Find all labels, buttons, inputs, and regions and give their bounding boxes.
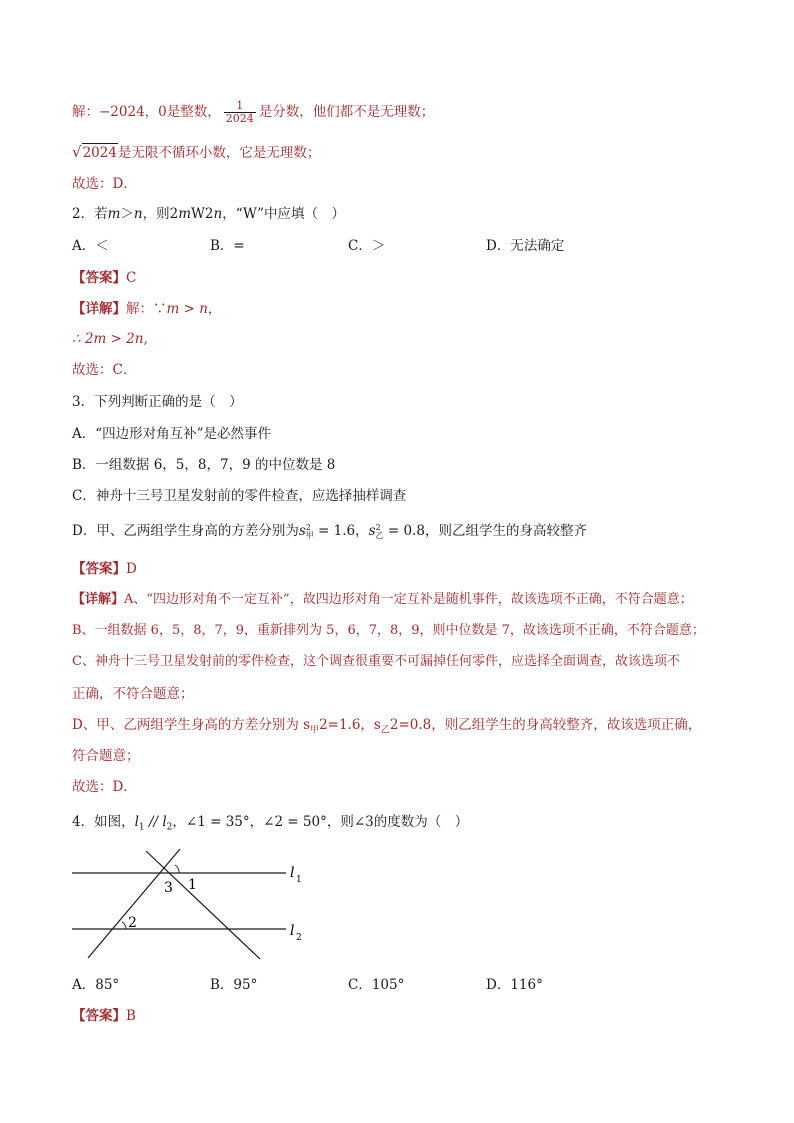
q4-l1: l [134,814,139,830]
q3-option-d [72,522,587,540]
angle-1-label: 1 [188,877,197,893]
q2-detail1-text: 解：∵ [126,301,167,317]
q4-l2-sub: 2 [166,822,173,833]
q4-choice-d: D．116° [486,977,543,993]
q2-detail-2: ∴ 2m > 2n, [72,331,148,347]
angle-1-arc [175,865,179,873]
q2-detail1-tail: ， [207,301,222,317]
q2-tail: ，“W”中应填（ ） [222,206,346,222]
fraction-denominator: 2024 [225,112,254,125]
q3-answer [72,560,137,578]
q3-d-s2: s [368,523,376,539]
fraction-numerator: 1 [236,99,244,112]
q3-conclusion: 故选：D． [72,779,137,795]
q3-detail-a-text: A、“四边形对角不一定互补”，故四边形对角一定互补是随机事件，故该选项不正确，不符合题意； [124,592,693,607]
q3-d-prefix: D．甲、乙两组学生身高的方差分别为 [72,523,299,539]
q3-d-sub1: 甲 [305,530,314,540]
q3-detail-d1-prefix: D、甲、乙两组学生身高的方差分别为 s [72,717,311,733]
transversal-line-2 [146,851,260,959]
q3-detail-d1-mid: 2=1.6，s [319,717,381,733]
q3-detail-c1: C、神舟十三号卫星发射前的零件检查，这个调查很重要不可漏掉任何零件，应选择全面调查，故该选项不 [72,654,680,669]
answer-label: 【答案】 [72,561,126,577]
q4-choice-a: A．85° [72,977,120,993]
fraction-1-over-2024 [224,100,256,125]
solution-conclusion-1: 故选：D． [72,176,137,192]
q4-answer [72,1007,136,1025]
q3-detail-b: B、一组数据 6，5，8，7，9，重新排列为 5，6，7，8，9，则中位数是 7，故该选项不正确，不符合题意； [72,623,705,638]
q4-l1-sub: 1 [138,822,145,833]
q2-var-n: n [133,206,143,222]
label-l1: l [290,865,295,881]
q4-prefix: 4．如图， [72,814,135,830]
q4-stem-mid: ，∠1 = 35°，∠2 = 50°，则∠3的度数为（ ） [172,814,469,830]
q2-var-m2: m [178,206,192,222]
answer-label: 【答案】 [72,1008,126,1024]
answer-value: B [126,1008,136,1024]
q2-conclusion: 故选：C． [72,362,137,378]
q2-detail-1 [72,300,221,318]
transversal-line-1 [88,849,180,958]
q2-w: W [191,206,205,222]
q4-parallel: // [144,814,163,830]
question-4-stem [72,813,468,837]
q2-var-m: m [107,206,121,222]
parallel-lines-figure [60,845,320,965]
q3-detail-d1-sub1: 甲 [310,725,320,736]
label-l2: l [290,923,295,939]
q3-d-sub2: 乙 [375,530,384,540]
sqrt-symbol: √ [72,143,82,161]
solution-line-2 [72,143,320,162]
label-l1-sub: 1 [296,875,302,885]
angle-2-label: 2 [128,915,137,931]
q3-d-s1: s [298,523,306,539]
label-l2-sub: 2 [296,933,302,943]
question-2-stem [72,205,345,223]
q3-d-sup1: 2 [305,522,311,532]
q3-d-subsup2 [376,524,384,540]
q3-detail-d1-sub2: 乙 [380,725,390,736]
q4-l2: l [162,814,167,830]
q4-choice-b: B．95° [210,977,258,993]
line2-suffix: 是无限不循环小数，它是无理数； [117,145,321,161]
q2-gt: ＞ [120,206,134,222]
q2-mid: ，则2 [142,206,179,222]
q3-detail-d1-tail: 2=0.8，则乙组学生的身高较整齐，故该选项正确， [389,717,702,733]
answer-value: D [126,561,137,577]
q2-choice-d: D．无法确定 [486,238,565,254]
q3-option-c: C．神舟十三号卫星发射前的零件检查，应选择抽样调查 [72,488,407,504]
q2-choice-b: B．= [210,238,245,254]
line1-suffix: 是分数，他们都不是无理数； [258,104,435,120]
q2-head: 2．若 [72,206,108,222]
q3-option-a: A．“四边形对角互补”是必然事件 [72,426,272,442]
q3-detail-c2: 正确，不符合题意； [72,686,194,702]
q3-d-val2: = 0.8，则乙组学生的身高较整齐 [383,523,587,539]
question-3-stem: 3．下列判断正确的是（ ） [72,394,243,410]
q2-detail1-math: m > n [166,301,208,317]
solution-line-1 [72,100,434,125]
detail-label: 【详解】 [72,592,125,607]
q3-d-val1: = 1.6， [313,523,369,539]
detail-label: 【详解】 [72,301,126,317]
q3-d-sup2: 2 [375,522,381,532]
q3-option-b: B．一组数据 6，5，8，7，9 的中位数是 8 [72,457,336,473]
q3-detail-a [72,591,693,609]
line1-prefix: 解：−2024，0是整数， [72,104,221,120]
q2-var-n2: n [213,206,223,222]
q2-answer [72,269,136,287]
q3-detail-d1 [72,716,701,740]
q2-choice-c: C．＞ [348,238,386,254]
q3-detail-d2: 符合题意； [72,748,140,764]
sqrt-value: 2024 [82,145,117,161]
answer-label: 【答案】 [72,270,126,286]
angle-3-label: 3 [164,880,173,896]
answer-value: C [126,270,137,286]
q4-choice-c: C．105° [348,977,405,993]
q2-two: 2 [204,206,214,222]
q2-choice-a: A．＜ [72,238,109,254]
angle-2-arc [122,922,126,929]
q3-d-subsup1 [306,524,314,540]
